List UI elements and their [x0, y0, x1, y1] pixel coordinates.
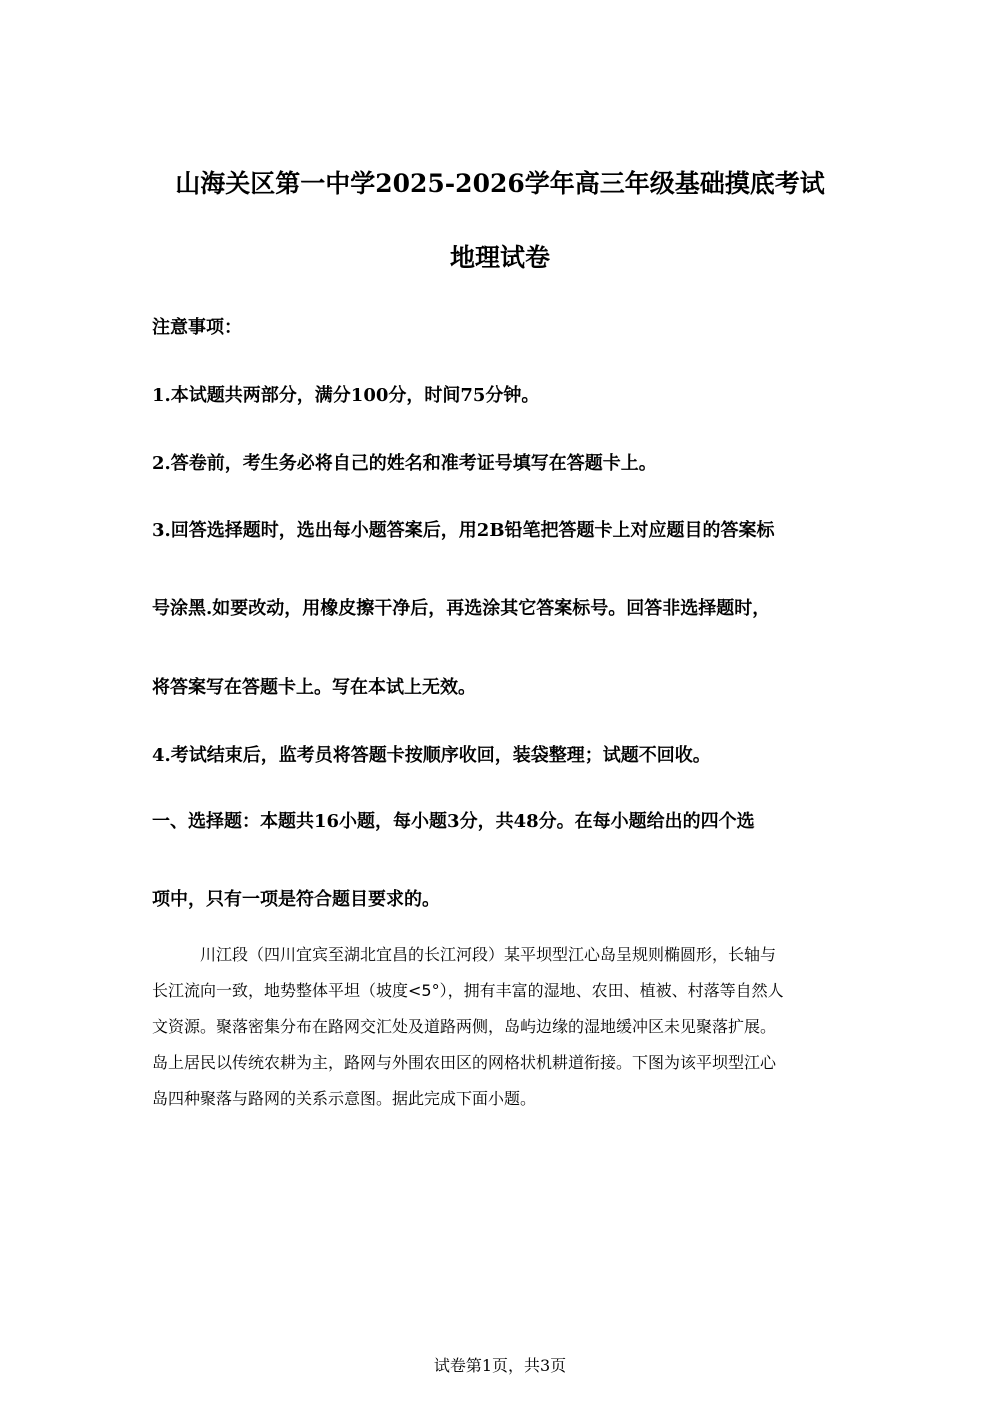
- passage-line-2: 长江流向一致，地势整体平坦（坡度<5°），拥有丰富的湿地、农田、植被、村落等自然人: [152, 981, 784, 1000]
- page-footer: 试卷第1页，共3页: [433, 1356, 567, 1375]
- passage: [152, 937, 852, 1117]
- notice-item-3-line-1: 3.回答选择题时，选出每小题答案后，用2B铅笔把答题卡上对应题目的答案标: [152, 520, 775, 541]
- passage-line-3: 文资源。聚落密集分布在路网交汇处及道路两侧，岛屿边缘的湿地缓冲区未见聚落扩展。: [152, 1017, 777, 1036]
- exam-title: 山海关区第一中学2025-2026学年高三年级基础摸底考试: [175, 169, 825, 198]
- passage-line-4: 岛上居民以传统农耕为主，路网与外围农田区的网格状机耕道衔接。下图为该平坝型江心: [152, 1053, 777, 1072]
- section-heading-line-2: 项中，只有一项是符合题目要求的。: [152, 889, 440, 910]
- exam-subject-title: 地理试卷: [449, 243, 550, 272]
- notice-item-4: 4.考试结束后，监考员将答题卡按顺序收回，装袋整理；试题不回收。: [152, 745, 711, 766]
- notice-item-3-line-3: 将答案写在答题卡上。写在本试上无效。: [152, 677, 476, 698]
- passage-line-1: 川江段（四川宜宾至湖北宜昌的长江河段）某平坝型江心岛呈规则椭圆形，长轴与: [200, 945, 777, 964]
- passage-line-5: 岛四种聚落与路网的关系示意图。据此完成下面小题。: [152, 1089, 537, 1108]
- section-heading-line-1: 一、选择题：本题共16小题，每小题3分，共48分。在每小题给出的四个选: [152, 811, 755, 832]
- notice-item-2: 2.答卷前，考生务必将自己的姓名和准考证号填写在答题卡上。: [152, 453, 657, 474]
- notice-heading: 注意事项：: [152, 317, 242, 338]
- notice-item-3-line-2: 号涂黑.如要改动，用橡皮擦干净后，再选涂其它答案标号。回答非选择题时，: [152, 598, 771, 619]
- notice-item-1: 1.本试题共两部分，满分100分，时间75分钟。: [152, 385, 540, 406]
